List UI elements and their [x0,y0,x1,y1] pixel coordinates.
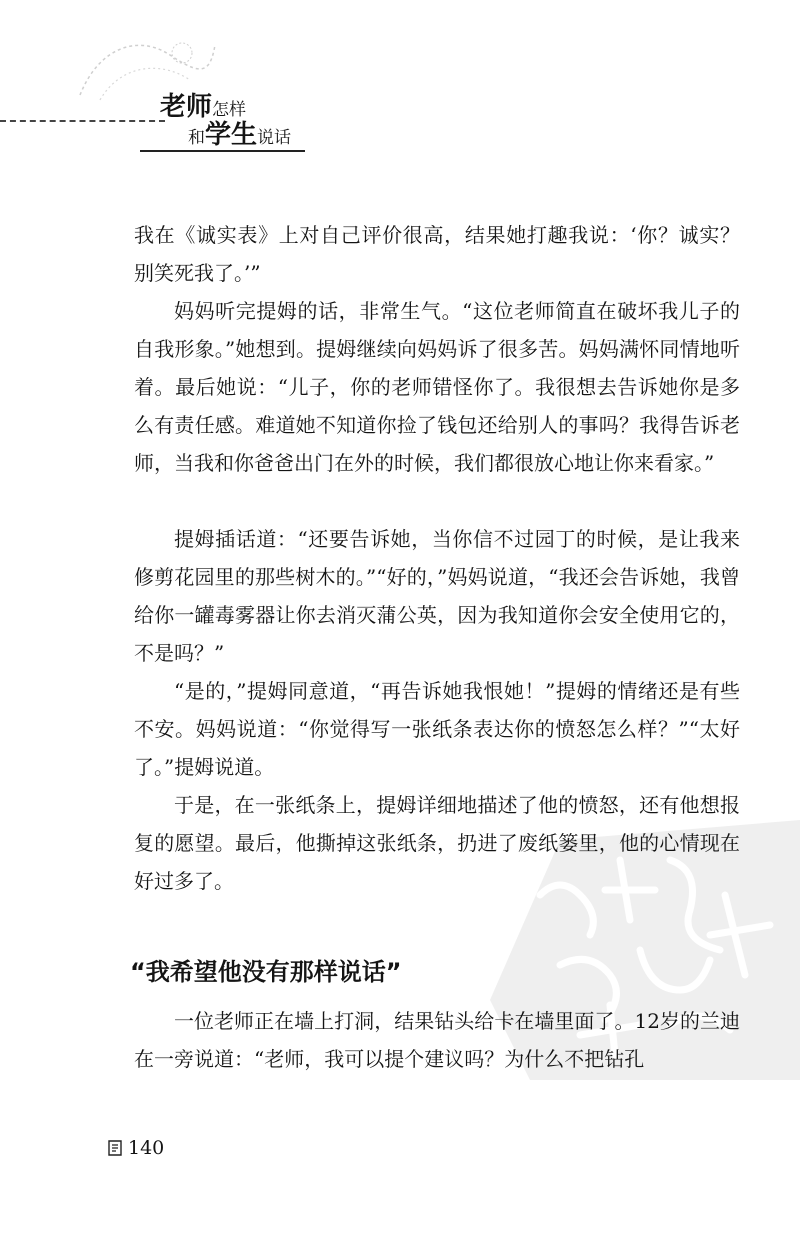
header-word-teacher: 老师 [160,92,213,122]
page-number: 140 [128,1137,165,1159]
paragraph-5: 于是，在一张纸条上，提姆详细地描述了他的愤怒，还有他想报复的愿望。最后，他撕掉这张纸条，扔进了废纸篓里，他的心情现在好过多了。 [134,793,740,893]
book-icon [108,1139,124,1157]
header-word-and: 和 [188,128,205,148]
header-word-talk: 说话 [257,128,292,148]
header-rule-bottom [140,150,305,152]
running-header [160,94,291,148]
paragraph-4: “是的，”提姆同意道，“再告诉她我恨她！”提姆的情绪还是有些不安。妈妈说道：“你觉得写一张纸条表达你的愤怒怎么样？”“太好了。”提姆说道。 [134,679,740,779]
paragraph-3: 提姆插话道：“还要告诉她，当你信不过园丁的时候，是让我来修剪花园里的那些树木的。”“好的，”妈妈说道，“我还会告诉她，我曾给你一罐毒雾器让你去消灭蒲公英，因为我知道你会安全使用它的，不是吗？” [134,527,740,665]
header-word-how: 怎样 [212,100,247,120]
header-rule-top [0,120,165,122]
paragraph-1: 我在《诚实表》上对自己评价很高，结果她打趣我说：‘你？诚实？别笑死我了。’” [134,223,740,285]
section-heading: “我希望他没有那样说话” [130,958,402,986]
header-word-student: 学生 [205,120,258,150]
section-paragraph: 一位老师正在墙上打洞，结果钻头给卡在墙里面了。12岁的兰迪在一旁说道：“老师，我可以提个建议吗？为什么不把钻孔 [134,1009,740,1071]
paragraph-2: 妈妈听完提姆的话，非常生气。“这位老师简直在破坏我儿子的自我形象。”她想到。提姆继续向妈妈诉了很多苦。妈妈满怀同情地听着。最后她说：“儿子，你的老师错怪你了。我很想去告诉她你是多么有责任感。难道她不知道你捡了钱包还给别人的事吗？我得告诉老师，当我和你爸爸出门在外的时候，我们都很放心地让你来看家。” [134,299,740,475]
page-footer [108,1137,164,1159]
